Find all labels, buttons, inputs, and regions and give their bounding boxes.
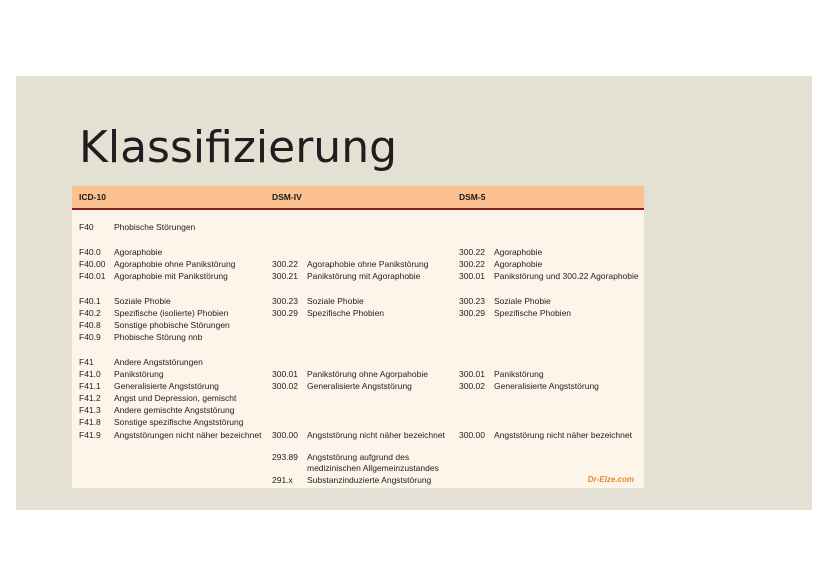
dsm4-code: 300.00 <box>272 430 298 440</box>
dsm4-label: Agoraphobie ohne Panikstörung <box>307 259 429 269</box>
icd-label: Agoraphobie mit Panikstörung <box>114 271 228 281</box>
dsm4-code: 300.29 <box>272 308 298 318</box>
dsm5-code: 300.01 <box>459 369 485 379</box>
dsm5-code: 300.22 <box>459 259 485 269</box>
icd-code: F41.9 <box>79 430 101 440</box>
dsm4-label: Substanzinduzierte Angststörung <box>307 475 432 485</box>
dsm5-code: 300.29 <box>459 308 485 318</box>
table-header <box>72 186 644 210</box>
icd-code: F41 <box>79 357 94 367</box>
dsm4-label: Generalisierte Angststörung <box>307 381 412 391</box>
icd-code: F41.1 <box>79 381 101 391</box>
icd-code: F40.8 <box>79 320 101 330</box>
icd-code: F41.0 <box>79 369 101 379</box>
dsm5-code: 300.22 <box>459 247 485 257</box>
icd-code: F40.0 <box>79 247 101 257</box>
icd-label: Spezifische (isolierte) Phobien <box>114 308 229 318</box>
dsm4-label: Angststörung nicht näher bezeichnet <box>307 430 445 440</box>
icd-code: F40.01 <box>79 271 106 281</box>
dsm5-code: 300.00 <box>459 430 485 440</box>
slide-title: Klassifizierung <box>79 122 398 173</box>
dsm5-label: Soziale Phobie <box>494 296 551 306</box>
dsm4-code: 300.21 <box>272 271 298 281</box>
dsm5-code: 300.01 <box>459 271 485 281</box>
icd-label: Angst und Depression, gemischt <box>114 393 237 403</box>
icd-label: Andere gemischte Angststörung <box>114 405 235 415</box>
icd-code: F40 <box>79 222 94 232</box>
icd-code: F40.9 <box>79 332 101 342</box>
dsm4-code: 300.23 <box>272 296 298 306</box>
dsm4-code: 300.02 <box>272 381 298 391</box>
dsm4-code: 300.22 <box>272 259 298 269</box>
icd-label: Soziale Phobie <box>114 296 171 306</box>
dsm5-code: 300.23 <box>459 296 485 306</box>
dsm4-code: 293.89 <box>272 452 298 462</box>
dsm4-label: Soziale Phobie <box>307 296 364 306</box>
dsm5-label: Agoraphobie <box>494 247 543 257</box>
dsm5-label: Generalisierte Angststörung <box>494 381 599 391</box>
dsm5-label: Panikstörung <box>494 369 544 379</box>
dsm4-label: Angststörung aufgrund des <box>307 452 410 462</box>
dsm4-label: Panikstörung mit Agoraphobie <box>307 271 421 281</box>
icd-label: Phobische Störung nnb <box>114 332 203 342</box>
icd-label: Panikstörung <box>114 369 164 379</box>
dsm5-code: 300.02 <box>459 381 485 391</box>
header-icd10: ICD-10 <box>79 192 106 202</box>
icd-code: F41.8 <box>79 417 101 427</box>
icd-code: F40.2 <box>79 308 101 318</box>
icd-label: Generalisierte Angststörung <box>114 381 219 391</box>
watermark-logo: Dr-Elze.com <box>587 475 634 484</box>
dsm4-code: 291.x <box>272 475 293 485</box>
classification-table <box>72 186 644 488</box>
dsm4-code: 300.01 <box>272 369 298 379</box>
dsm5-label: Panikstörung und 300.22 Agoraphobie <box>494 271 639 281</box>
icd-code: F40.1 <box>79 296 101 306</box>
dsm4-label: medizinischen Allgemeinzustandes <box>307 463 439 473</box>
icd-label: Angststörungen nicht näher bezeichnet <box>114 430 262 440</box>
dsm5-label: Agoraphobie <box>494 259 543 269</box>
slide <box>16 76 812 510</box>
icd-label: Andere Angststörungen <box>114 357 203 367</box>
icd-code: F40.00 <box>79 259 106 269</box>
icd-label: Sonstige spezifische Angststörung <box>114 417 244 427</box>
dsm5-label: Angststörung nicht näher bezeichnet <box>494 430 632 440</box>
dsm5-label: Spezifische Phobien <box>494 308 572 318</box>
dsm4-label: Spezifische Phobien <box>307 308 385 318</box>
icd-code: F41.2 <box>79 393 101 403</box>
header-dsm4: DSM-IV <box>272 192 302 202</box>
icd-label: Phobische Störungen <box>114 222 196 232</box>
icd-label: Agoraphobie <box>114 247 163 257</box>
icd-code: F41.3 <box>79 405 101 415</box>
dsm4-label: Panikstörung ohne Agorpahobie <box>307 369 428 379</box>
icd-label: Agoraphobie ohne Panikstörung <box>114 259 236 269</box>
header-dsm5: DSM-5 <box>459 192 486 202</box>
icd-label: Sonstige phobische Störungen <box>114 320 230 330</box>
